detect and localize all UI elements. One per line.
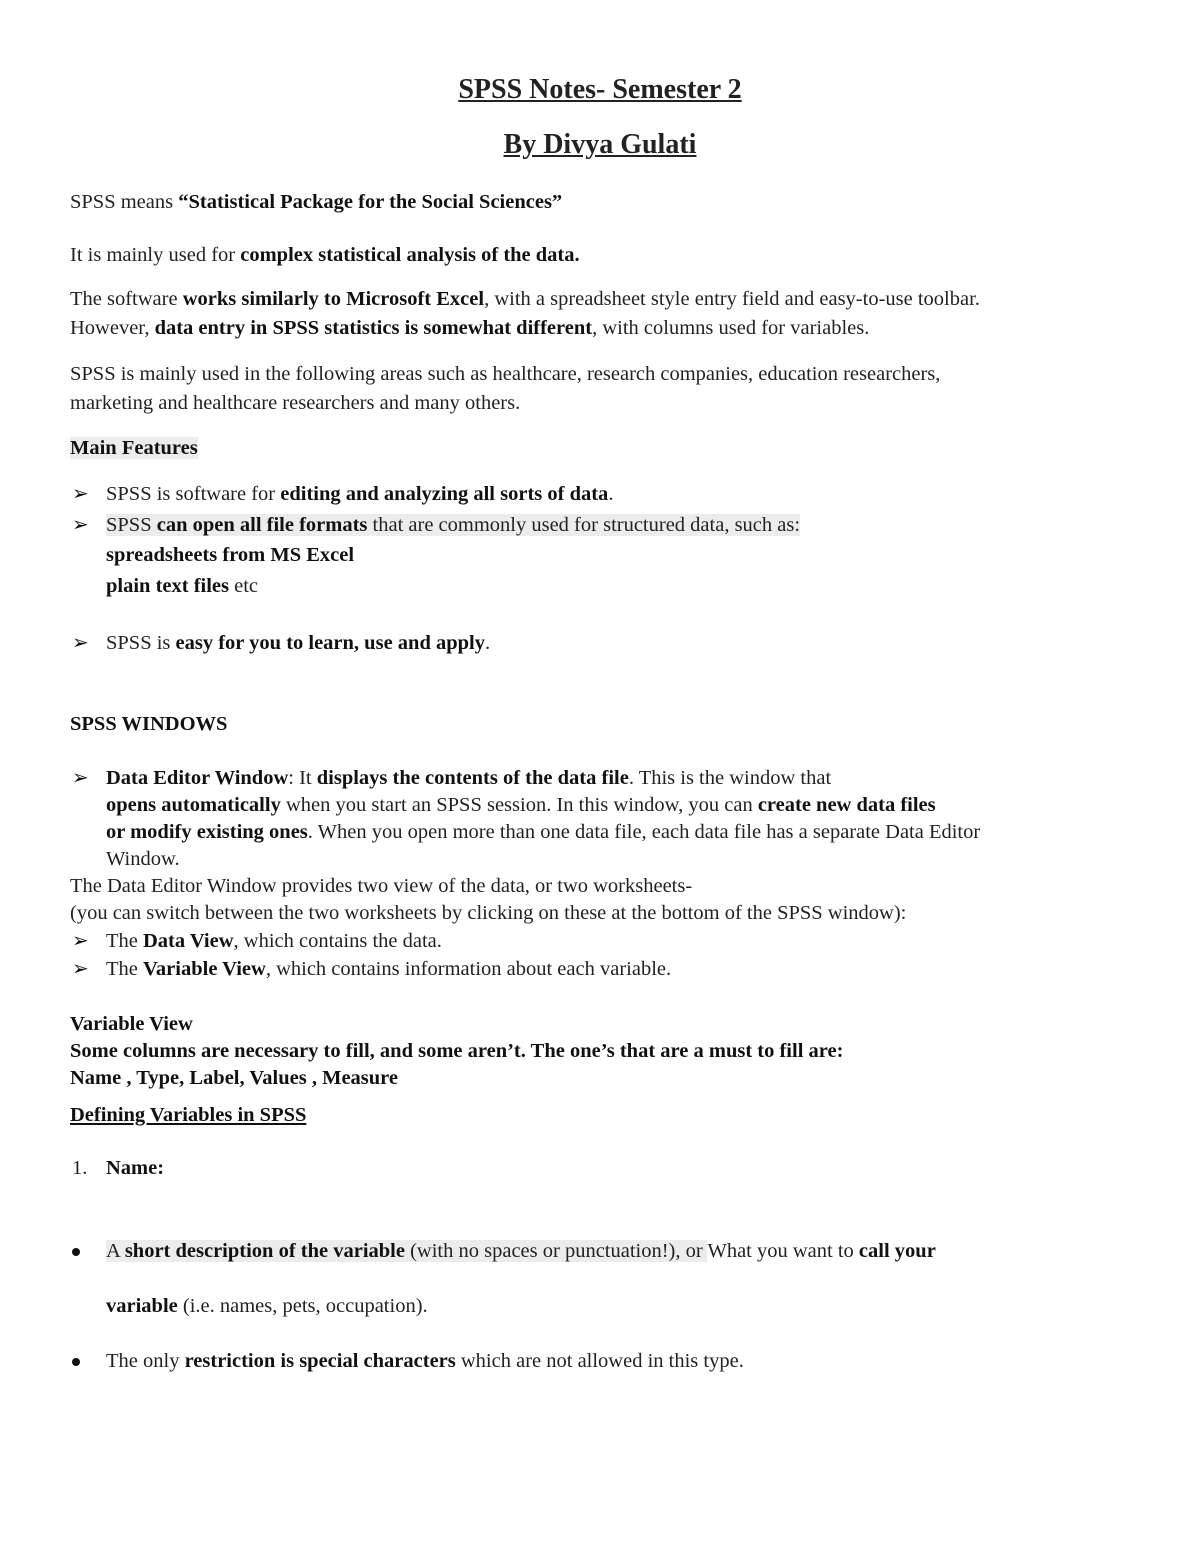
feature-item-3: SPSS is easy for you to learn, use and apply. [106, 632, 491, 654]
intro-software-line1: The software works similarly to Microsoft Excel, with a spreadsheet style entry field and easy-to-use toolbar. [70, 288, 980, 310]
feature-item-2-sub1: spreadsheets from MS Excel [106, 544, 355, 566]
name-desc-line1: A short description of the variable (with no spaces or punctuation!), or What you want to call your [106, 1240, 936, 1262]
intro-areas-line2: marketing and healthcare researchers and many others. [70, 392, 521, 414]
view-item-data: The Data View, which contains the data. [106, 930, 442, 952]
feature-item-2: SPSS can open all file formats that are commonly used for structured data, such as: [106, 514, 801, 536]
name-desc-line2: variable (i.e. names, pets, occupation). [106, 1295, 428, 1317]
windows-heading: SPSS WINDOWS [70, 713, 228, 735]
intro-meaning: SPSS means “Statistical Package for the Social Sciences” [70, 191, 563, 213]
intro-areas-line1: SPSS is mainly used in the following areas such as healthcare, research companies, education researchers, [70, 363, 941, 385]
feature-item-1: SPSS is software for editing and analyzing all sorts of data. [106, 483, 614, 505]
arrow-bullet-icon: ➢ [72, 483, 89, 505]
bullet-dot-icon [72, 1358, 80, 1366]
view-item-variable: The Variable View, which contains information about each variable. [106, 958, 672, 980]
data-editor-views-line1: The Data Editor Window provides two view of the data, or two worksheets- [70, 875, 693, 897]
variable-view-heading: Variable View [70, 1013, 193, 1035]
name-restriction: The only restriction is special characters which are not allowed in this type. [106, 1350, 744, 1372]
data-editor-line4: Window. [106, 848, 180, 870]
document-author: By Divya Gulati [503, 129, 697, 160]
arrow-bullet-icon: ➢ [72, 767, 89, 789]
bullet-dot-icon [72, 1248, 80, 1256]
arrow-bullet-icon: ➢ [72, 632, 89, 654]
name-item-label: Name: [106, 1157, 165, 1179]
arrow-bullet-icon: ➢ [72, 958, 89, 980]
arrow-bullet-icon: ➢ [72, 930, 89, 952]
document-title: SPSS Notes- Semester 2 [458, 74, 742, 105]
intro-usage: It is mainly used for complex statistical analysis of the data. [70, 244, 580, 266]
features-heading: Main Features [70, 437, 198, 459]
intro-software-line2: However, data entry in SPSS statistics is somewhat different, with columns used for variables. [70, 317, 870, 339]
feature-item-2-sub2: plain text files etc [106, 575, 259, 597]
data-editor-line1: Data Editor Window: It displays the contents of the data file. This is the window that [106, 767, 832, 789]
arrow-bullet-icon: ➢ [72, 514, 89, 536]
data-editor-line3: or modify existing ones. When you open more than one data file, each data file has a separate Data Editor [106, 821, 981, 843]
variable-view-fields: Name , Type, Label, Values , Measure [70, 1067, 399, 1089]
list-number: 1. [72, 1157, 88, 1179]
data-editor-views-line2: (you can switch between the two worksheets by clicking on these at the bottom of the SPSS window): [70, 902, 907, 924]
variable-view-required: Some columns are necessary to fill, and some aren’t. The one’s that are a must to fill are: [70, 1040, 844, 1062]
defining-variables-heading: Defining Variables in SPSS [70, 1104, 307, 1126]
data-editor-line2: opens automatically when you start an SPSS session. In this window, you can create new data files [106, 794, 936, 816]
